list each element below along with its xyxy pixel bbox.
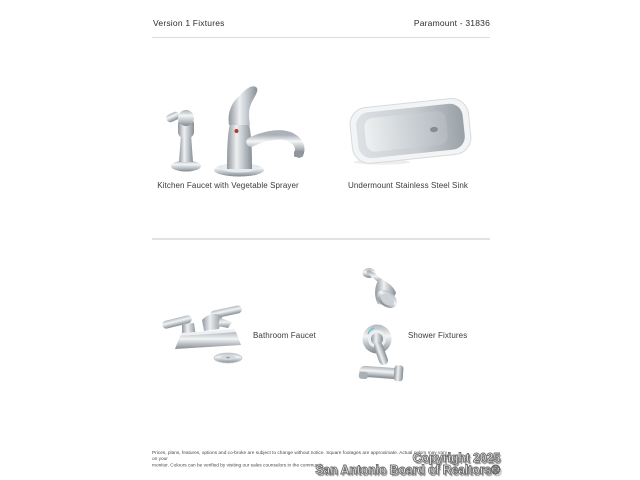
- bathroom-faucet-image: [162, 296, 258, 368]
- bathroom-faucet-body: [162, 305, 242, 349]
- tub-spout: [359, 363, 404, 382]
- version-title: Version 1 Fixtures: [153, 18, 225, 28]
- watermark-line-1: Copyright 2025: [412, 451, 500, 465]
- drain-cover: [214, 353, 242, 363]
- sink-caption: Undermount Stainless Steel Sink: [347, 181, 469, 190]
- temperature-indicator-dot: [235, 129, 239, 133]
- undermount-sink-image: [348, 96, 473, 166]
- disclaimer-line-2: monitor. Colours can be verified by visiting our sales counselors in the community.: [152, 462, 325, 468]
- plan-name: Paramount - 31836: [413, 18, 490, 28]
- vegetable-sprayer: [166, 110, 201, 172]
- shower-head: [363, 268, 401, 312]
- copyright-watermark: [315, 452, 500, 476]
- header-rule: [152, 37, 490, 38]
- kitchen-faucet-caption: Kitchen Faucet with Vegetable Sprayer: [157, 181, 299, 190]
- kitchen-faucet-image: [166, 82, 311, 177]
- watermark-line-2: San Antonio Board of Realtors®: [315, 463, 500, 477]
- kitchen-faucet-body: [214, 86, 303, 176]
- bathroom-faucet-caption: Bathroom Faucet: [253, 331, 316, 340]
- shower-fixtures-image: [356, 262, 418, 387]
- shower-fixtures-caption: Shower Fixtures: [408, 331, 468, 340]
- shower-valve: [363, 325, 392, 367]
- section-divider: [152, 238, 490, 240]
- disclaimer-line-1: Prices, plans, features, options and co-broke are subject to change without notice. Square footages are approximate. Actual colors may vary on your: [152, 450, 448, 462]
